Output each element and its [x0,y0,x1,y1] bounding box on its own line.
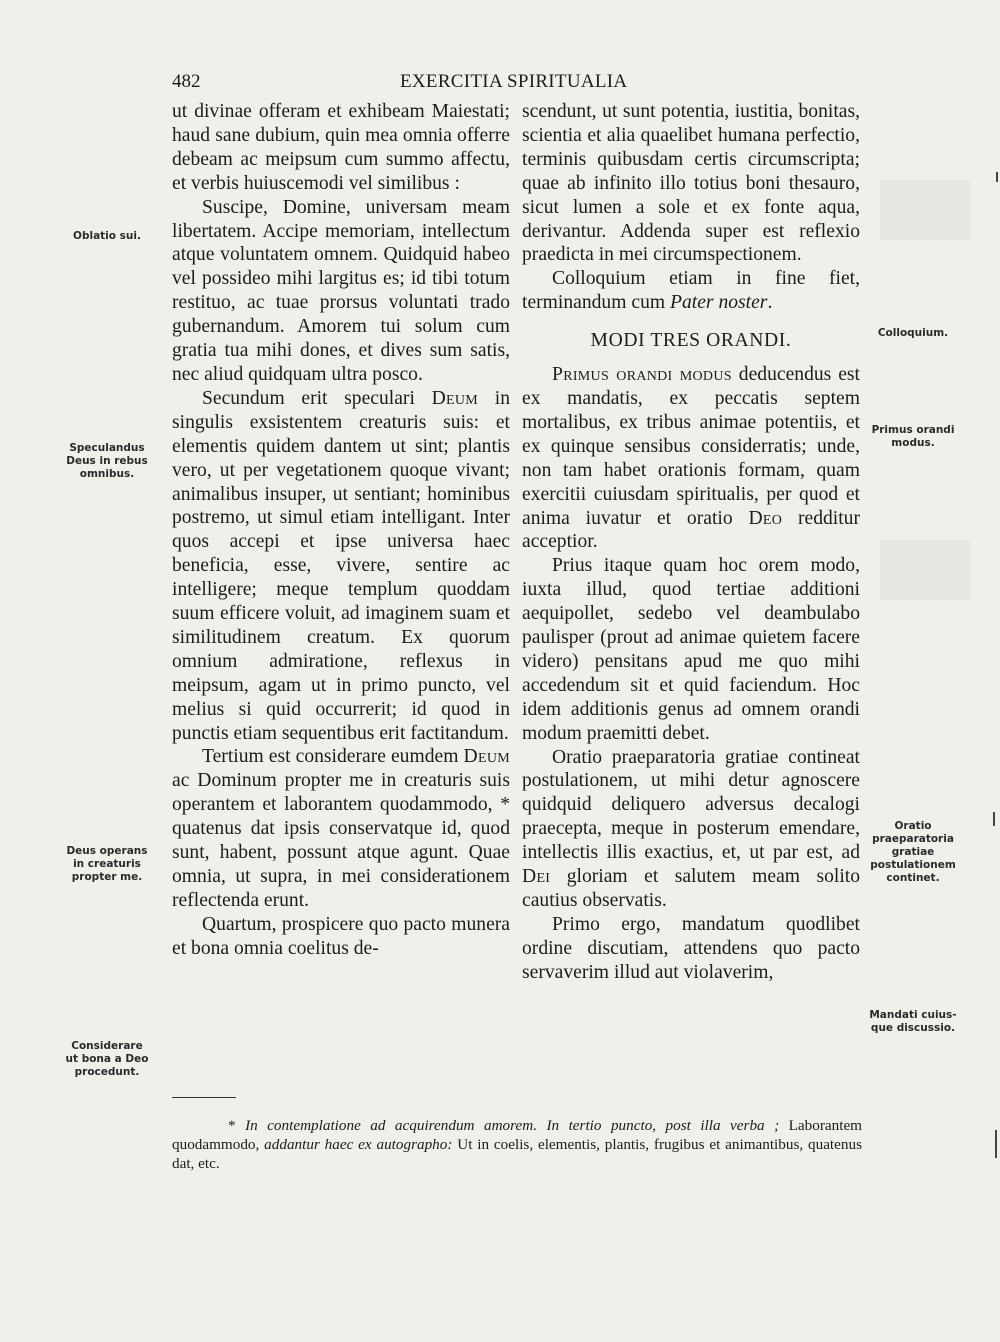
paragraph [172,387,510,746]
paragraph: Quartum, prospicere quo pacto munera et bona omnia coelitus de- [172,913,510,959]
margin-note-mandati [858,1009,968,1035]
italic-text: addantur haec ex autographo: [264,1136,453,1153]
page-number: 482 [172,71,201,92]
text-run: deducendus est ex mandatis, ex peccatis septem mortalibus, ex tribus animae potentiis, et ex quinque sensibus considerratis; unde, non tam habet orationis formam, quam exercitii cuiusdam spiritualis, per quod et anima iuvatur et oratio [522,364,861,529]
text-run: Tertium est considerare eumdem [202,746,459,768]
text-run: Colloquium etiam in fine fiet, terminandum cum [522,268,860,314]
paragraph-prayer: Suscipe, Domine, universam meam libertatem. Accipe memoriam, intellectum atque voluntatem omnem. Quidquid habeo vel possideo mihi largitus es; id tibi totum restituo, ac tuae prorsus voluntati trado gubernandum. Amorem tui solum cum gratia tua mihi dones, et dives sum satis, nec aliud quidquam ultra posco. [172,196,510,385]
margin-note-line: continet. [886,872,940,884]
margin-note-line: Speculandus [69,442,145,454]
show-through-mark [880,540,970,600]
page-edge-mark [995,1130,997,1158]
paragraph: Prius itaque quam hoc orem modo, iuxta illud, quod tertiae additioni aequipollet, sedebo vel deambulabo paulisper (prout ad animae quietem facere videro) pensitans apud me quo mihi accedendum sit et quid faciendum. Hoc idem additionis genus ad omnem orandi modum praemitti debet. [522,555,860,744]
right-text-column [522,100,860,985]
paragraph [522,363,860,554]
italic-text: In contemplatione ad acquirendum amorem. In tertio puncto, post illa verba ; [245,1117,780,1134]
footnote-text [172,1116,862,1173]
margin-note-line: praeparatoria [872,833,954,845]
text-run: Secundum erit speculari [202,387,415,409]
paragraph [172,745,510,912]
small-caps-word: Deum [463,746,510,768]
margin-note-line: Deus in rebus [66,455,148,467]
margin-note-line: Considerare [71,1040,143,1052]
text-run: redditur acceptior. [522,507,860,553]
margin-note-line: ut bona a Deo [65,1053,149,1065]
margin-note-line: propter me. [71,871,143,883]
margin-note-speculandus [52,442,162,481]
margin-note-considerare [52,1040,162,1079]
text-run: ac Dominum propter me in creaturis suis operantem et laborantem quodammodo, * quatenus dat ipsis conservatque id, quod sunt, habent, possunt atque agunt. Quae omnia, ut supra, in mei considerationem reflectenda erunt. [172,770,510,911]
margin-note-line: procedunt. [74,1066,140,1078]
show-through-mark [880,180,970,240]
margin-note-oblatio [52,230,162,243]
margin-note-line: Primus orandi [871,424,955,436]
text-run: . [767,292,773,314]
margin-note-primus [858,424,968,450]
running-head: EXERCITIA SPIRITUALIA [400,71,628,92]
paragraph [522,746,860,913]
left-text-column [172,100,510,961]
paragraph: Primo ergo, mandatum quodlibet ordine discutiam, attendens quo pacto servaverim illud aut violaverim, [522,913,860,983]
margin-note-line: omnibus. [79,468,135,480]
margin-note-line: in creaturis [73,858,141,870]
text-run: in singulis exsistentem creaturis suis: et elementis quidem dantem ut sint; plantis vero, ut per vegetationem quoque vivant; animalibus insuper, ut sentiant; hominibus postremo, ut simul etiam intelligant. Inter quos accepi et ipse universa haec beneficia, esse, vivere, sentire ac intelligere; meque templum quoddam suum efficere voluit, ad imaginem suam et similitudinem creatum. Ex quorum omnium admiratione, reflexus in meipsum, agam ut in primo puncto, vel melius si quid occurrerit; id quod in punctis etiam sequentibus erit factitandum. [172,387,510,744]
margin-note-line: Deus operans [66,845,148,857]
text-run: Ut in coelis, elementis, plantis, frugibus et animantibus, quatenus dat, etc. [172,1136,862,1172]
margin-note-oratio [858,820,968,885]
margin-note-line: que discussio. [870,1022,956,1034]
paragraph: ut divinae offeram et exhibeam Maiestati; haud sane dubium, quin mea omnia offerre debeam ac meipsum cum summo affectu, et verbis huiuscemodi vel similibus : [172,101,510,194]
italic-text: Pater noster [670,292,768,314]
paragraph [522,267,860,315]
text-run: Oratio praeparatoria gratiae contineat postulationem, ut mihi detur agnoscere quidquid deliquero adversus decalogi praecepta, meque in posterum emendare, intellectis illis exactius, et, ut par est, ad [522,746,860,864]
margin-note-line: Oblatio sui. [73,230,141,242]
small-caps-word: Dei [522,866,551,888]
margin-note-deus-operans [52,845,162,884]
page-edge-mark [993,812,995,826]
text-run: Laborantem quodammodo, [172,1117,862,1153]
section-heading: MODI TRES ORANDI. [590,330,792,352]
page-edge-mark [996,172,998,182]
margin-note-line: modus. [891,437,935,449]
small-caps-word: Deum [431,387,479,409]
page-header [0,71,1000,99]
margin-note-line: Mandati cuius- [869,1009,957,1021]
footnote [172,1116,862,1173]
margin-note-line: gratiae [891,846,935,858]
text-run: gloriam et salutem meam solito cautius observatis. [522,866,861,911]
paragraph: scendunt, ut sunt potentia, iustitia, bonitas, scientia et alia quaelibet humana perfectio, terminis quibusdam certis circumscripta; quae ab infinito illo totius boni thesauro, sicut lumen a sole et ex fonte aqua, derivantur. Addenda super est reflexio praedicta in mei circumspectionem. [522,101,860,266]
text-run: * [228,1117,246,1134]
footnote-rule [172,1097,236,1098]
margin-note-line: Oratio [894,820,932,832]
margin-note-line: postulationem [870,859,956,871]
small-caps-lead: Primus orandi modus [552,364,732,386]
small-caps-word: Deo [748,507,783,529]
margin-note-line: Colloquium. [877,327,949,339]
margin-note-colloquium [858,327,968,340]
